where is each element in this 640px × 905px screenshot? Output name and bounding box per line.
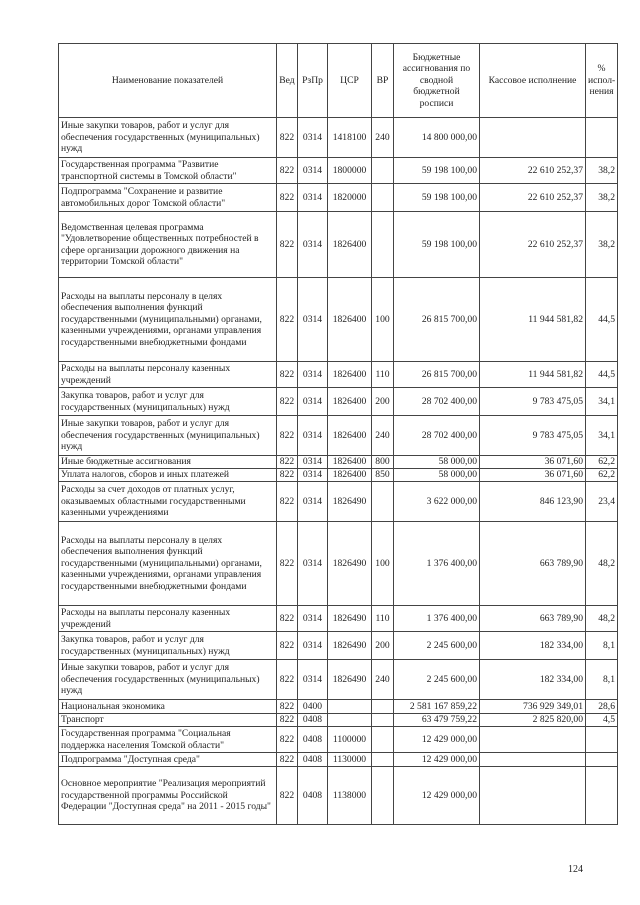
cell-rzpr: 0408 xyxy=(298,727,328,753)
table-row xyxy=(59,212,618,278)
header-pct: % испол-нения xyxy=(586,44,618,118)
table-row xyxy=(59,118,618,158)
cell-ved: 822 xyxy=(277,727,298,753)
cell-ved: 822 xyxy=(277,158,298,184)
cell-name: Иные закупки товаров, работ и услуг для обеспечения государственных (муниципальных) нужд xyxy=(59,118,277,158)
cell-pct: 48,2 xyxy=(586,606,618,632)
cell-vr: 800 xyxy=(372,456,394,469)
cell-ved: 822 xyxy=(277,388,298,416)
cell-budget: 28 702 400,00 xyxy=(394,388,480,416)
cell-cash: 11 944 581,82 xyxy=(480,278,586,362)
cell-pct: 38,2 xyxy=(586,158,618,184)
cell-name: Подпрограмма "Сохранение и развитие автомобильных дорог Томской области" xyxy=(59,184,277,212)
cell-ved: 822 xyxy=(277,362,298,388)
cell-ved: 822 xyxy=(277,660,298,700)
cell-rzpr: 0314 xyxy=(298,606,328,632)
cell-name: Национальная экономика xyxy=(59,700,277,714)
cell-vr xyxy=(372,714,394,727)
cell-budget: 59 198 100,00 xyxy=(394,158,480,184)
cell-rzpr: 0408 xyxy=(298,753,328,767)
cell-ved: 822 xyxy=(277,632,298,660)
cell-vr xyxy=(372,158,394,184)
cell-cash: 22 610 252,37 xyxy=(480,212,586,278)
cell-budget: 12 429 000,00 xyxy=(394,767,480,825)
header-rzpr: РзПр xyxy=(298,44,328,118)
table-row xyxy=(59,388,618,416)
table-row xyxy=(59,632,618,660)
cell-budget: 59 198 100,00 xyxy=(394,184,480,212)
cell-name: Ведомственная целевая программа "Удовлетворение общественных потребностей в сфере организации дорожного движения на территории Томской области" xyxy=(59,212,277,278)
cell-vr: 110 xyxy=(372,362,394,388)
cell-ved: 822 xyxy=(277,767,298,825)
table-row xyxy=(59,700,618,714)
cell-cash: 36 071,60 xyxy=(480,456,586,469)
cell-budget: 2 245 600,00 xyxy=(394,660,480,700)
cell-ved: 822 xyxy=(277,469,298,482)
cell-cash: 182 334,00 xyxy=(480,660,586,700)
cell-name: Иные закупки товаров, работ и услуг для обеспечения государственных (муниципальных) нужд xyxy=(59,660,277,700)
cell-budget: 12 429 000,00 xyxy=(394,727,480,753)
cell-ved: 822 xyxy=(277,184,298,212)
cell-rzpr: 0314 xyxy=(298,212,328,278)
table-row xyxy=(59,522,618,606)
cell-rzpr: 0314 xyxy=(298,522,328,606)
cell-name: Уплата налогов, сборов и иных платежей xyxy=(59,469,277,482)
cell-pct xyxy=(586,753,618,767)
cell-csr: 1100000 xyxy=(328,727,372,753)
cell-vr xyxy=(372,482,394,522)
cell-csr: 1826400 xyxy=(328,362,372,388)
cell-ved: 822 xyxy=(277,700,298,714)
cell-ved: 822 xyxy=(277,118,298,158)
cell-pct: 28,6 xyxy=(586,700,618,714)
cell-name: Расходы за счет доходов от платных услуг, оказываемых областными государственными казенными учреждениями xyxy=(59,482,277,522)
cell-name: Государственная программа "Социальная поддержка населения Томской области" xyxy=(59,727,277,753)
header-row xyxy=(59,44,618,118)
cell-cash xyxy=(480,727,586,753)
cell-rzpr: 0314 xyxy=(298,632,328,660)
cell-cash xyxy=(480,753,586,767)
cell-cash: 663 789,90 xyxy=(480,522,586,606)
cell-name: Расходы на выплаты персоналу казенных учреждений xyxy=(59,362,277,388)
table-row xyxy=(59,606,618,632)
cell-pct: 62,2 xyxy=(586,469,618,482)
cell-rzpr: 0314 xyxy=(298,158,328,184)
cell-pct: 8,1 xyxy=(586,632,618,660)
cell-name: Государственная программа "Развитие транспортной системы в Томской области" xyxy=(59,158,277,184)
cell-name: Закупка товаров, работ и услуг для государственных (муниципальных) нужд xyxy=(59,632,277,660)
cell-rzpr: 0408 xyxy=(298,714,328,727)
cell-vr: 240 xyxy=(372,660,394,700)
cell-pct: 23,4 xyxy=(586,482,618,522)
header-ved: Вед xyxy=(277,44,298,118)
cell-pct: 44,5 xyxy=(586,362,618,388)
cell-budget: 58 000,00 xyxy=(394,456,480,469)
cell-vr: 850 xyxy=(372,469,394,482)
cell-vr: 100 xyxy=(372,278,394,362)
cell-vr xyxy=(372,767,394,825)
cell-csr: 1800000 xyxy=(328,158,372,184)
header-vr: ВР xyxy=(372,44,394,118)
table-row xyxy=(59,753,618,767)
cell-cash xyxy=(480,767,586,825)
cell-rzpr: 0314 xyxy=(298,362,328,388)
cell-name: Иные закупки товаров, работ и услуг для обеспечения государственных (муниципальных) нужд xyxy=(59,416,277,456)
cell-budget: 59 198 100,00 xyxy=(394,212,480,278)
table-row xyxy=(59,767,618,825)
cell-pct: 34,1 xyxy=(586,388,618,416)
cell-budget: 26 815 700,00 xyxy=(394,278,480,362)
cell-cash: 846 123,90 xyxy=(480,482,586,522)
cell-budget: 1 376 400,00 xyxy=(394,522,480,606)
cell-cash: 9 783 475,05 xyxy=(480,416,586,456)
cell-ved: 822 xyxy=(277,278,298,362)
table-row xyxy=(59,727,618,753)
cell-vr xyxy=(372,184,394,212)
cell-name: Транспорт xyxy=(59,714,277,727)
cell-budget: 58 000,00 xyxy=(394,469,480,482)
table-row xyxy=(59,278,618,362)
cell-cash: 736 929 349,01 xyxy=(480,700,586,714)
cell-pct: 34,1 xyxy=(586,416,618,456)
header-budget: Бюджетные ассигнования по сводной бюджетной росписи xyxy=(394,44,480,118)
cell-csr: 1138000 xyxy=(328,767,372,825)
cell-cash: 182 334,00 xyxy=(480,632,586,660)
cell-cash: 9 783 475,05 xyxy=(480,388,586,416)
cell-ved: 822 xyxy=(277,416,298,456)
header-cash: Кассовое исполнение xyxy=(480,44,586,118)
cell-rzpr: 0314 xyxy=(298,660,328,700)
cell-ved: 822 xyxy=(277,606,298,632)
cell-vr xyxy=(372,700,394,714)
cell-rzpr: 0314 xyxy=(298,482,328,522)
table-row xyxy=(59,469,618,482)
cell-pct: 38,2 xyxy=(586,184,618,212)
cell-csr: 1826490 xyxy=(328,606,372,632)
cell-pct: 38,2 xyxy=(586,212,618,278)
cell-rzpr: 0314 xyxy=(298,118,328,158)
table-row xyxy=(59,158,618,184)
table-row xyxy=(59,482,618,522)
cell-csr: 1826400 xyxy=(328,278,372,362)
cell-ved: 822 xyxy=(277,714,298,727)
cell-csr xyxy=(328,714,372,727)
cell-csr: 1826490 xyxy=(328,632,372,660)
table-row xyxy=(59,184,618,212)
cell-vr: 240 xyxy=(372,118,394,158)
cell-pct: 8,1 xyxy=(586,660,618,700)
cell-cash: 36 071,60 xyxy=(480,469,586,482)
cell-cash: 11 944 581,82 xyxy=(480,362,586,388)
cell-ved: 822 xyxy=(277,482,298,522)
cell-cash xyxy=(480,118,586,158)
cell-csr: 1130000 xyxy=(328,753,372,767)
cell-rzpr: 0314 xyxy=(298,388,328,416)
cell-ved: 822 xyxy=(277,212,298,278)
cell-csr xyxy=(328,700,372,714)
cell-pct xyxy=(586,118,618,158)
cell-vr xyxy=(372,753,394,767)
cell-csr: 1826490 xyxy=(328,482,372,522)
cell-pct: 4,5 xyxy=(586,714,618,727)
cell-rzpr: 0314 xyxy=(298,184,328,212)
page-number: 124 xyxy=(568,864,583,875)
cell-pct: 44,5 xyxy=(586,278,618,362)
table-row xyxy=(59,714,618,727)
cell-budget: 3 622 000,00 xyxy=(394,482,480,522)
cell-rzpr: 0408 xyxy=(298,767,328,825)
cell-name: Расходы на выплаты персоналу в целях обеспечения выполнения функций государственными (муниципальными) органами, казенными учреждениями, органами управления государственными внебюджетными фондами xyxy=(59,522,277,606)
cell-pct xyxy=(586,767,618,825)
cell-rzpr: 0314 xyxy=(298,469,328,482)
cell-budget: 2 245 600,00 xyxy=(394,632,480,660)
cell-csr: 1418100 xyxy=(328,118,372,158)
cell-vr: 200 xyxy=(372,388,394,416)
cell-name: Закупка товаров, работ и услуг для государственных (муниципальных) нужд xyxy=(59,388,277,416)
cell-budget: 2 581 167 859,22 xyxy=(394,700,480,714)
cell-rzpr: 0314 xyxy=(298,416,328,456)
cell-vr: 240 xyxy=(372,416,394,456)
header-csr: ЦСР xyxy=(328,44,372,118)
cell-budget: 28 702 400,00 xyxy=(394,416,480,456)
budget-table xyxy=(58,43,618,825)
cell-name: Расходы на выплаты персоналу казенных учреждений xyxy=(59,606,277,632)
cell-pct: 48,2 xyxy=(586,522,618,606)
cell-vr: 200 xyxy=(372,632,394,660)
cell-name: Расходы на выплаты персоналу в целях обеспечения выполнения функций государственными (муниципальными) органами, казенными учреждениями, органами управления государственными внебюджетными фондами xyxy=(59,278,277,362)
cell-budget: 12 429 000,00 xyxy=(394,753,480,767)
cell-cash: 22 610 252,37 xyxy=(480,184,586,212)
cell-pct: 62,2 xyxy=(586,456,618,469)
cell-rzpr: 0314 xyxy=(298,278,328,362)
cell-vr: 100 xyxy=(372,522,394,606)
cell-budget: 63 479 759,22 xyxy=(394,714,480,727)
header-name: Наименование показателей xyxy=(59,44,277,118)
cell-name: Подпрограмма "Доступная среда" xyxy=(59,753,277,767)
cell-csr: 1826400 xyxy=(328,212,372,278)
cell-csr: 1820000 xyxy=(328,184,372,212)
cell-csr: 1826400 xyxy=(328,456,372,469)
cell-name: Основное мероприятие "Реализация мероприятий государственной программы Российской Федерации "Доступная среда" на 2011 - 2015 годы" xyxy=(59,767,277,825)
cell-vr xyxy=(372,212,394,278)
cell-cash: 663 789,90 xyxy=(480,606,586,632)
cell-pct xyxy=(586,727,618,753)
cell-csr: 1826400 xyxy=(328,416,372,456)
cell-ved: 822 xyxy=(277,456,298,469)
cell-vr xyxy=(372,727,394,753)
cell-csr: 1826400 xyxy=(328,469,372,482)
table-row xyxy=(59,362,618,388)
cell-name: Иные бюджетные ассигнования xyxy=(59,456,277,469)
table-row xyxy=(59,416,618,456)
cell-csr: 1826490 xyxy=(328,522,372,606)
cell-ved: 822 xyxy=(277,522,298,606)
cell-csr: 1826490 xyxy=(328,660,372,700)
cell-vr: 110 xyxy=(372,606,394,632)
cell-rzpr: 0400 xyxy=(298,700,328,714)
cell-cash: 2 825 820,00 xyxy=(480,714,586,727)
table-row xyxy=(59,660,618,700)
cell-rzpr: 0314 xyxy=(298,456,328,469)
cell-csr: 1826400 xyxy=(328,388,372,416)
cell-ved: 822 xyxy=(277,753,298,767)
cell-budget: 1 376 400,00 xyxy=(394,606,480,632)
cell-budget: 26 815 700,00 xyxy=(394,362,480,388)
table-row xyxy=(59,456,618,469)
cell-budget: 14 800 000,00 xyxy=(394,118,480,158)
cell-cash: 22 610 252,37 xyxy=(480,158,586,184)
